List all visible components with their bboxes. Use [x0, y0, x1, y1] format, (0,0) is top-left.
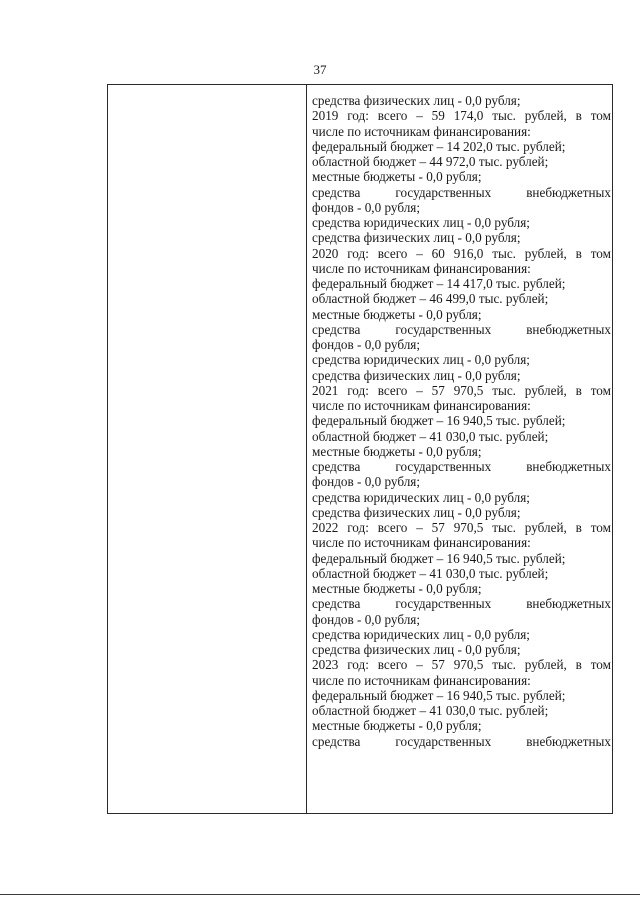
text-line: средства государственных внебюджетных: [312, 321, 611, 337]
text-line: федеральный бюджет – 16 940,5 тыс. рублей;: [312, 550, 566, 566]
text-line: средства юридических лиц - 0,0 рубля;: [312, 489, 530, 505]
text-line: областной бюджет – 41 030,0 тыс. рублей;: [312, 428, 549, 444]
text-line: 2022 год: всего – 57 970,5 тыс. рублей, в том: [312, 520, 611, 535]
text-line: областной бюджет – 46 499,0 тыс. рублей;: [312, 291, 549, 307]
text-line: средства государственных внебюджетных: [312, 184, 611, 200]
text-line: средства государственных внебюджетных: [312, 459, 611, 474]
text-line: областной бюджет – 41 030,0 тыс. рублей;: [312, 565, 549, 581]
table-left-cell: [108, 85, 306, 813]
text-line: средства государственных внебюджетных: [312, 733, 611, 749]
text-line: средства физических лиц - 0,0 рубля;: [312, 93, 521, 108]
text-line: средства юридических лиц - 0,0 рубля;: [312, 626, 530, 642]
text-line: федеральный бюджет – 14 202,0 тыс. рублей;: [312, 138, 566, 154]
text-line: 2021 год: всего – 57 970,5 тыс. рублей, в том: [312, 382, 611, 398]
text-line: местные бюджеты - 0,0 рубля;: [312, 443, 482, 459]
text-line: федеральный бюджет – 16 940,5 тыс. рублей;: [312, 413, 566, 429]
text-line: местные бюджеты - 0,0 рубля;: [312, 169, 482, 185]
text-line: фондов - 0,0 рубля;: [312, 199, 421, 215]
text-line: 2023 год: всего – 57 970,5 тыс. рублей, в том: [312, 657, 611, 673]
text-line: 2020 год: всего – 60 916,0 тыс. рублей, в том: [312, 245, 611, 261]
table-right-cell: [312, 93, 611, 749]
text-line: местные бюджеты - 0,0 рубля;: [312, 718, 482, 734]
text-line: средства юридических лиц - 0,0 рубля;: [312, 352, 530, 368]
text-line: числе по источникам финансирования:: [312, 535, 531, 551]
text-line: средства физических лиц - 0,0 рубля;: [312, 642, 521, 657]
column-divider: [306, 85, 307, 813]
text-line: фондов - 0,0 рубля;: [312, 337, 421, 352]
text-line: средства физических лиц - 0,0 рубля;: [312, 504, 521, 520]
text-line: областной бюджет – 41 030,0 тыс. рублей;: [312, 703, 549, 718]
page-bottom-rule: [0, 894, 640, 895]
text-line: средства физических лиц - 0,0 рубля;: [312, 367, 521, 383]
text-line: федеральный бюджет – 16 940,5 тыс. рублей;: [312, 687, 566, 703]
page-number: 37: [313, 62, 327, 77]
text-line: федеральный бюджет – 14 417,0 тыс. рублей;: [312, 276, 566, 291]
text-line: фондов - 0,0 рубля;: [312, 611, 421, 627]
text-line: фондов - 0,0 рубля;: [312, 474, 421, 490]
text-line: местные бюджеты - 0,0 рубля;: [312, 306, 482, 322]
text-line: средства юридических лиц - 0,0 рубля;: [312, 215, 530, 230]
text-line: областной бюджет – 44 972,0 тыс. рублей;: [312, 154, 549, 169]
text-line: 2019 год: всего – 59 174,0 тыс. рублей, в том: [312, 108, 611, 124]
funding-table: [107, 84, 613, 814]
text-line: числе по источникам финансирования:: [312, 398, 531, 413]
text-line: средства физических лиц - 0,0 рубля;: [312, 230, 521, 246]
text-line: средства государственных внебюджетных: [312, 596, 611, 612]
text-line: местные бюджеты - 0,0 рубля;: [312, 581, 482, 596]
text-line: числе по источникам финансирования:: [312, 123, 531, 139]
text-line: числе по источникам финансирования:: [312, 672, 531, 688]
text-line: числе по источникам финансирования:: [312, 260, 531, 276]
